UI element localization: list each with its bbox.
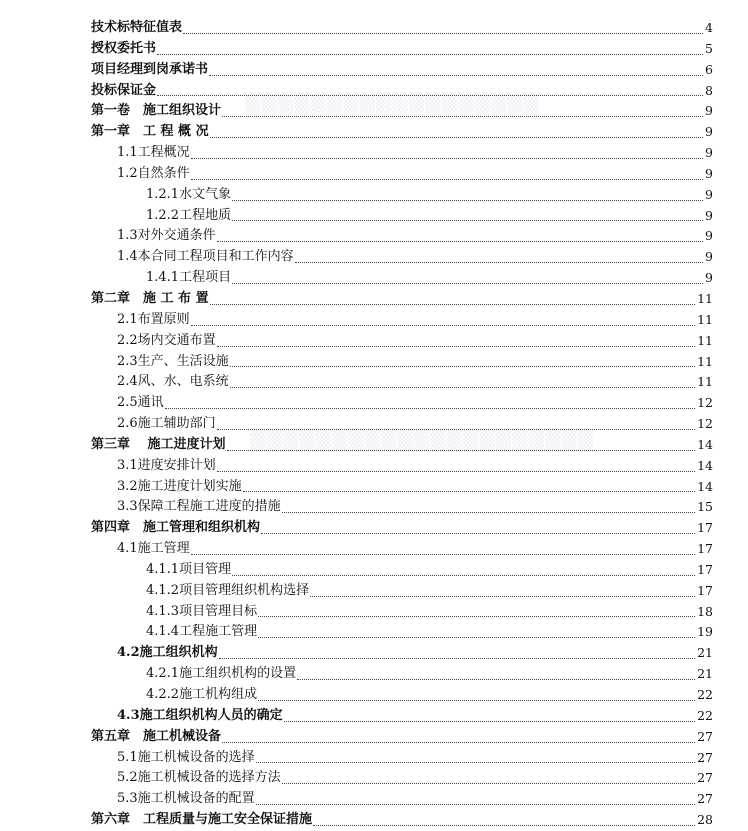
toc-entry-title: 3.1进度安排计划 [117, 457, 216, 473]
toc-page-number: 17 [697, 520, 713, 536]
toc-page-number: 9 [705, 186, 713, 202]
toc-page-number: 28 [697, 812, 713, 828]
toc-page-number: 5 [705, 40, 713, 56]
toc-leader-dots [222, 101, 703, 122]
toc-leader-dots [230, 372, 695, 393]
toc-page-number: 21 [697, 645, 713, 661]
toc-entry [0, 789, 748, 810]
toc-entry [0, 289, 748, 310]
toc-entry-title: 4.1.2项目管理组织机构选择 [146, 582, 310, 598]
toc-entry [0, 331, 748, 352]
toc-page-number: 14 [697, 457, 713, 473]
toc-page-number: 21 [697, 666, 713, 682]
toc-leader-dots [256, 789, 695, 810]
toc-entry-title: 2.6施工辅助部门 [117, 416, 216, 432]
toc-page-number: 12 [697, 395, 713, 411]
toc-leader-dots [232, 560, 695, 581]
toc-entry-title: 第五章 施工机械设备 [91, 728, 222, 744]
toc-page-number: 17 [697, 541, 713, 557]
toc-entry-title: 1.2.1水文气象 [146, 186, 232, 202]
toc-entry-title: 2.2场内交通布置 [117, 332, 216, 348]
toc-entry [0, 268, 748, 289]
toc-entry-title: 4.1.1项目管理 [146, 561, 232, 577]
toc-entry [0, 81, 748, 102]
toc-entry-title: 5.2施工机械设备的选择方法 [117, 770, 281, 786]
toc-entry [0, 414, 748, 435]
toc-page-number: 9 [705, 165, 713, 181]
toc-entry [0, 706, 748, 727]
toc-leader-dots [209, 60, 703, 81]
toc-entry [0, 643, 748, 664]
toc-page-number: 27 [697, 749, 713, 765]
toc-entry [0, 310, 748, 331]
toc-page-number: 18 [697, 603, 713, 619]
toc-entry-title: 第二章 施 工 布 置 [91, 290, 209, 306]
toc-entry [0, 497, 748, 518]
toc-entry-title: 1.2自然条件 [117, 165, 190, 181]
toc-page-number: 27 [697, 791, 713, 807]
toc-page-number: 9 [705, 249, 713, 265]
toc-entry-title: 1.4本合同工程项目和工作内容 [117, 249, 294, 265]
toc-leader-dots [232, 206, 703, 227]
toc-leader-dots [217, 331, 695, 352]
toc-leader-dots [258, 622, 695, 643]
watermark: ▒▒▒▒▒▒▒▒▒▒▒▒▒▒▒▒▒▒▒▒▒ [250, 428, 594, 452]
toc-page-number: 22 [697, 707, 713, 723]
toc-entry [0, 60, 748, 81]
toc-entry-title: 1.3对外交通条件 [117, 228, 216, 244]
toc-entry-title: 2.1布置原则 [117, 311, 190, 327]
toc-entry [0, 685, 748, 706]
toc-page-number: 17 [697, 561, 713, 577]
toc-entry-title: 授权委托书 [91, 40, 157, 56]
toc-entry [0, 539, 748, 560]
toc-entry [0, 435, 748, 456]
toc-leader-dots [232, 268, 703, 289]
toc-entry-title: 4.3施工组织机构人员的确定 [117, 707, 283, 723]
toc-leader-dots [210, 122, 703, 143]
toc-page-number: 14 [697, 436, 713, 452]
toc-entry [0, 810, 748, 831]
toc-leader-dots [256, 748, 695, 769]
toc-page-number: 11 [697, 290, 713, 306]
toc-entry-title: 项目经理到岗承诺书 [91, 61, 209, 77]
toc-entry [0, 664, 748, 685]
toc-leader-dots [313, 810, 695, 831]
toc-entry-title: 1.4.1工程项目 [146, 270, 232, 286]
toc-leader-dots [222, 727, 695, 748]
toc-page-number: 9 [705, 228, 713, 244]
toc-entry-title: 2.3生产、生活设施 [117, 353, 229, 369]
toc-leader-dots [282, 497, 695, 518]
toc-leader-dots [232, 185, 703, 206]
toc-entry [0, 768, 748, 789]
toc-entry [0, 581, 748, 602]
toc-page-number: 11 [697, 353, 713, 369]
toc-entry-title: 4.2.1施工组织机构的设置 [146, 666, 297, 682]
toc-leader-dots [157, 39, 703, 60]
toc-leader-dots [295, 247, 703, 268]
toc-page-number: 12 [697, 416, 713, 432]
toc-entry [0, 18, 748, 39]
toc-entry [0, 143, 748, 164]
toc-leader-dots [217, 226, 703, 247]
toc-entry [0, 372, 748, 393]
toc-leader-dots [243, 477, 695, 498]
toc-leader-dots [258, 602, 695, 623]
toc-leader-dots [230, 352, 695, 373]
toc-entry [0, 39, 748, 60]
toc-entry [0, 393, 748, 414]
toc-entry-title: 2.5通讯 [117, 395, 164, 411]
toc-page-number: 11 [697, 332, 713, 348]
toc-page-number: 15 [697, 499, 713, 515]
toc-page-number: 11 [697, 374, 713, 390]
toc-entry-title: 3.2施工进度计划实施 [117, 478, 242, 494]
toc-entry [0, 247, 748, 268]
toc-entry-title: 4.1施工管理 [117, 541, 190, 557]
toc-entry-title: 1.2.2工程地质 [146, 207, 232, 223]
toc-entry [0, 477, 748, 498]
toc-leader-dots [191, 143, 703, 164]
toc-entry-title: 第四章 施工管理和组织机构 [91, 520, 261, 536]
toc-entry-title: 1.1工程概况 [117, 145, 190, 161]
toc-entry-title: 第六章 工程质量与施工安全保证措施 [91, 812, 313, 828]
toc-entry-title: 4.1.3项目管理目标 [146, 603, 258, 619]
toc-entry [0, 748, 748, 769]
toc-entry-title: 第一章 工 程 概 况 [91, 124, 209, 140]
toc-leader-dots [157, 81, 703, 102]
toc-leader-dots [297, 664, 695, 685]
toc-entry [0, 164, 748, 185]
toc-entry-title: 3.3保障工程施工进度的措施 [117, 499, 281, 515]
toc-page-number: 9 [705, 103, 713, 119]
toc-entry-title: 投标保证金 [91, 82, 157, 98]
toc-entry [0, 122, 748, 143]
toc-leader-dots [261, 518, 695, 539]
toc-leader-dots [217, 456, 695, 477]
toc-leader-dots [227, 435, 695, 456]
toc-page-number: 27 [697, 728, 713, 744]
toc-entry-title: 5.1施工机械设备的选择 [117, 749, 255, 765]
toc-leader-dots [219, 643, 695, 664]
toc-page-number: 8 [705, 82, 713, 98]
toc-entry [0, 352, 748, 373]
toc-entry [0, 226, 748, 247]
toc-entry [0, 602, 748, 623]
table-of-contents [0, 18, 748, 831]
toc-leader-dots [183, 18, 703, 39]
toc-page-number: 11 [697, 311, 713, 327]
toc-leader-dots [191, 164, 703, 185]
toc-leader-dots [284, 706, 695, 727]
toc-leader-dots [282, 768, 695, 789]
toc-page-number: 6 [705, 61, 713, 77]
toc-entry [0, 560, 748, 581]
toc-page-number: 22 [697, 687, 713, 702]
toc-entry-title: 2.4风、水、电系统 [117, 374, 229, 390]
toc-leader-dots [191, 539, 695, 560]
toc-entry [0, 185, 748, 206]
toc-entry-title: 5.3施工机械设备的配置 [117, 791, 255, 807]
toc-leader-dots [165, 393, 695, 414]
toc-entry [0, 206, 748, 227]
toc-page-number: 4 [705, 20, 713, 35]
toc-page-number: 19 [697, 624, 713, 640]
toc-entry [0, 518, 748, 539]
toc-entry-title: 4.1.4工程施工管理 [146, 624, 258, 640]
toc-page-number: 9 [705, 124, 713, 140]
toc-entry-title: 4.2.2施工机构组成 [146, 687, 258, 702]
toc-page-number: 17 [697, 582, 713, 598]
toc-leader-dots [210, 289, 695, 310]
toc-entry-title: 4.2施工组织机构 [117, 645, 218, 661]
toc-entry [0, 101, 748, 122]
toc-page-number: 14 [697, 478, 713, 494]
toc-entry-title: 第三章 施工进度计划 [91, 436, 226, 452]
toc-page-number: 9 [705, 145, 713, 161]
toc-entry [0, 622, 748, 643]
toc-page-number: 9 [705, 207, 713, 223]
toc-entry-title: 技术标特征值表 [91, 20, 183, 35]
toc-leader-dots [258, 685, 695, 706]
toc-page-number: 27 [697, 770, 713, 786]
toc-leader-dots [217, 414, 695, 435]
toc-entry [0, 727, 748, 748]
toc-leader-dots [191, 310, 695, 331]
toc-entry-title: 第一卷 施工组织设计 [91, 103, 222, 119]
toc-entry [0, 456, 748, 477]
toc-leader-dots [310, 581, 695, 602]
toc-page-number: 9 [705, 270, 713, 286]
watermark: ▒▒▒▒▒▒▒▒▒▒▒▒▒▒▒▒▒▒ [245, 92, 540, 116]
